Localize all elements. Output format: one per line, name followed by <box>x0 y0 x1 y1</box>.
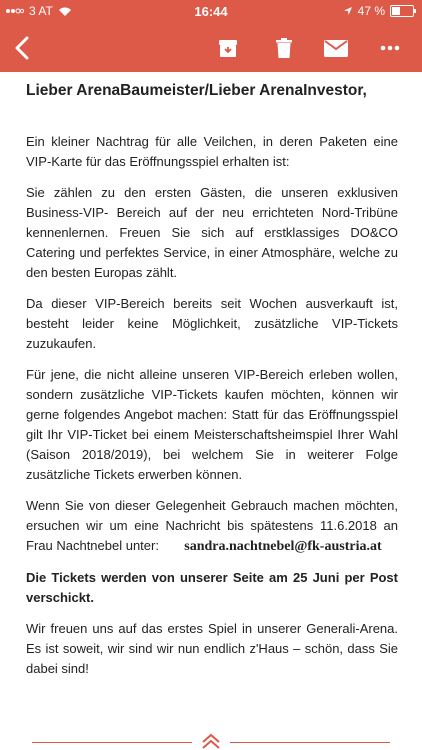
email-body <box>26 72 398 690</box>
more-button[interactable] <box>376 34 404 62</box>
status-bar <box>0 0 422 22</box>
carrier-label: 3 AT <box>29 4 53 18</box>
email-paragraph-7: Wir freuen uns auf das erstes Spiel in unserer Generali-Arena. Es ist soweit, wir sind wir nun endlich z'Haus – schön, dass Sie dabei sind! <box>26 621 398 676</box>
back-button[interactable] <box>8 34 36 62</box>
contact-email-link[interactable]: sandra.nachtnebel@fk-austria.at <box>184 539 382 554</box>
battery-icon <box>390 5 414 17</box>
email-greeting: Lieber ArenaBaumeister/Lieber ArenaInvestor, <box>26 82 367 99</box>
mail-icon <box>324 40 348 57</box>
email-paragraph-1: Ein kleiner Nachtrag für alle Veilchen, in deren Paketen eine VIP-Karte für das Eröffnungsspiel erhalten ist: <box>26 134 398 169</box>
archive-icon <box>218 38 238 58</box>
email-paragraph-6: Die Tickets werden von unserer Seite am 25 Juni per Post verschickt. <box>26 570 398 605</box>
delete-button[interactable] <box>270 34 298 62</box>
email-paragraph-5-text: Wenn Sie von dieser Gelegenheit Gebrauch machen möchten, ersuchen wir um eine Nachricht bis spätestens 11.6.2018 an Frau Nachtnebel unter: <box>26 498 398 553</box>
mail-button[interactable] <box>322 34 350 62</box>
chevron-up-icon[interactable] <box>200 732 222 750</box>
battery-label: 47 % <box>357 4 385 18</box>
status-time: 16:44 <box>194 4 228 19</box>
divider-line-right <box>230 742 390 743</box>
trash-icon <box>276 38 292 58</box>
footer-divider <box>0 720 422 750</box>
email-paragraph-4: Für jene, die nicht alleine unseren VIP-Bereich erleben wollen, sondern zusätzliche VIP-Tickets kaufen möchten, können wir gerne folgendes Angebot machen: Statt für das Eröffnungsspiel gilt Ihr VIP-Ticket bei einem Meisterschaftsheimspiel Ihrer Wahl (Saison 2018/2019), bei welchem Sie in weiterer Folge zusätzliche Tickets erwerben können. <box>26 367 398 482</box>
email-paragraph-3: Da dieser VIP-Bereich bereits seit Wochen ausverkauft ist, besteht leider keine Möglichkeit, zusätzliche VIP-Tickets zuzukaufen. <box>26 296 398 351</box>
archive-button[interactable] <box>214 34 242 62</box>
more-icon <box>380 45 400 51</box>
toolbar <box>0 22 422 72</box>
back-icon <box>14 36 30 60</box>
divider-line-left <box>32 742 192 743</box>
email-paragraph-2: Sie zählen zu den ersten Gästen, die unseren exklusiven Business-VIP- Bereich auf der neu errichteten Nord-Tribüne kennenlernen. Freuen Sie sich auf erstklassiges DO&CO Catering und perfektes Service, in einer Atmosphäre, welche zu den besten Europas zählt. <box>26 185 398 280</box>
email-paragraph-5 <box>26 496 398 557</box>
location-icon <box>343 6 353 16</box>
